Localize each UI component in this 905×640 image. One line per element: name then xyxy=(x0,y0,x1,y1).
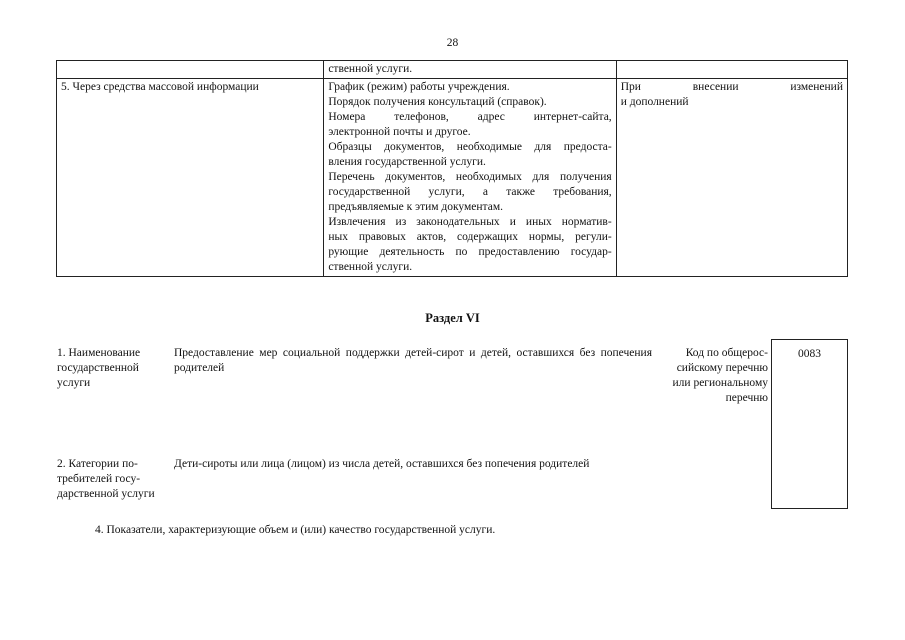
consumer-category-value: Дети-сироты или лица (лицом) из числа детей, оставшихся без попечения родителей xyxy=(174,458,590,470)
info-channels-table xyxy=(56,60,848,277)
service-name-label xyxy=(57,346,169,391)
content-line: государственной услуги, а также требования, xyxy=(328,186,612,198)
content-line: Номера телефонов, адрес интернет-сайта, xyxy=(328,111,612,123)
content-line: предъявляемые к этим документам. xyxy=(328,201,503,213)
label-line: Код по общерос- xyxy=(685,347,768,359)
table-row xyxy=(57,79,848,277)
page-number: 28 xyxy=(446,37,459,49)
label-line: 1. Наименование xyxy=(57,347,141,359)
table-cell-channel xyxy=(57,61,324,79)
table-cell-frequency xyxy=(616,61,847,79)
content-line: Образцы документов, необходимые для предоста- xyxy=(328,141,612,153)
label-line: услуги xyxy=(57,377,91,389)
frequency-line: При внесении изменений xyxy=(620,81,843,93)
service-name-value: Предоставление мер социальной поддержки детей-сирот и детей, оставшихся без попечения родителей xyxy=(174,347,652,374)
frequency-line: и дополнений xyxy=(620,96,689,108)
table-cell-content xyxy=(324,79,616,277)
content-line: Перечень документов, необходимых для получения xyxy=(328,171,612,183)
content-line: электронной почты и другое. xyxy=(328,126,471,138)
content-line: ственной услуги. xyxy=(328,261,413,273)
table-cell-channel: 5. Через средства массовой информации xyxy=(57,79,324,277)
content-line: ных правовых актов, содержащих нормы, регули- xyxy=(328,231,612,243)
label-line: или региональному xyxy=(672,377,768,389)
content-line: График (режим) работы учреждения. xyxy=(328,81,510,93)
label-line: дарственной услуги xyxy=(57,488,155,500)
table-cell-content: ственной услуги. xyxy=(324,61,616,79)
content-line: Порядок получения консультаций (справок). xyxy=(328,96,547,108)
label-line: государственной xyxy=(57,362,139,374)
indicators-heading: 4. Показатели, характеризующие объем и (или) качество государственной услуги. xyxy=(95,524,496,536)
service-code-box: 0083 xyxy=(771,339,848,509)
label-line: требителей госу- xyxy=(57,473,141,485)
table-row xyxy=(57,61,848,79)
label-line: сийскому перечню xyxy=(676,362,768,374)
label-line: перечню xyxy=(725,392,768,404)
content-line: рующие деятельность по предоставлению государ- xyxy=(328,246,612,258)
consumer-category-label xyxy=(57,457,169,502)
service-code-label xyxy=(660,346,768,406)
label-line: 2. Категории по- xyxy=(57,458,138,470)
content-line: Извлечения из законодательных и иных норматив- xyxy=(328,216,612,228)
table-cell-frequency xyxy=(616,79,847,277)
content-line: вления государственной услуги. xyxy=(328,156,486,168)
section-title: Раздел VI xyxy=(425,311,480,325)
